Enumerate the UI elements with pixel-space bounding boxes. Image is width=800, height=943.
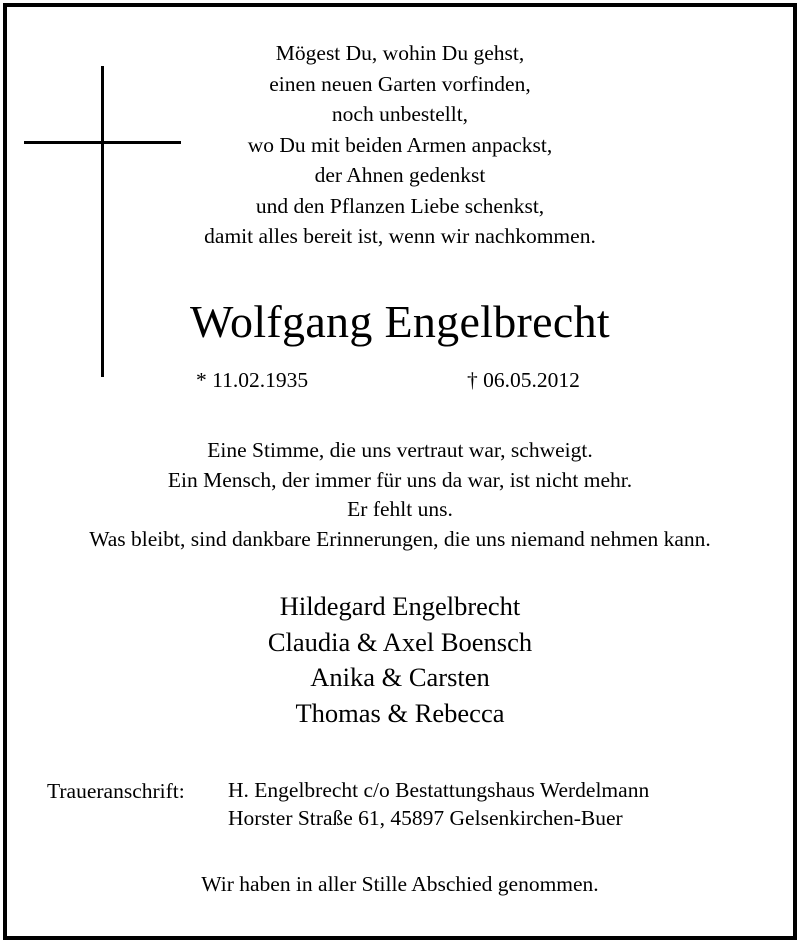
poem-line: Mögest Du, wohin Du gehst, — [275, 41, 525, 65]
address-line: H. Engelbrecht c/o Bestattungshaus Werdelmann — [228, 778, 650, 802]
poem — [0, 38, 800, 252]
mourner-name: Claudia & Axel Boensch — [267, 626, 533, 657]
address-line: Horster Straße 61, 45897 Gelsenkirchen-Buer — [228, 805, 623, 830]
poem-line: noch unbestellt, — [331, 102, 469, 126]
address-label: Traueranschrift: — [47, 779, 185, 803]
poem-line: wo Du mit beiden Armen anpackst, — [247, 132, 553, 157]
memorial-line: Eine Stimme, die uns vertraut war, schweigt. — [207, 438, 593, 462]
poem-line: einen neuen Garten vorfinden, — [269, 71, 531, 96]
memorial-line: Er fehlt uns. — [347, 497, 453, 521]
poem-line: der Ahnen gedenkst — [314, 163, 486, 187]
mourner-name: Thomas & Rebecca — [295, 697, 505, 728]
mourner-name: Anika & Carsten — [310, 662, 490, 692]
deceased-name: Wolfgang Engelbrecht — [190, 296, 610, 347]
mourners-list — [0, 589, 800, 731]
poem-line: damit alles bereit ist, wenn wir nachkommen. — [204, 224, 596, 248]
memorial-line: Was bleibt, sind dankbare Erinnerungen, die uns niemand nehmen kann. — [89, 526, 711, 551]
address-block — [228, 777, 649, 832]
birth-date: * 11.02.1935 — [196, 368, 309, 392]
mourner-name: Hildegard Engelbrecht — [279, 591, 521, 621]
death-date: † 06.05.2012 — [467, 368, 580, 392]
closing-statement: Wir haben in aller Stille Abschied genommen. — [201, 872, 599, 896]
memorial-line: Ein Mensch, der immer für uns da war, ist nicht mehr. — [167, 467, 633, 492]
memorial-text — [0, 436, 800, 554]
poem-line: und den Pflanzen Liebe schenkst, — [255, 193, 545, 218]
